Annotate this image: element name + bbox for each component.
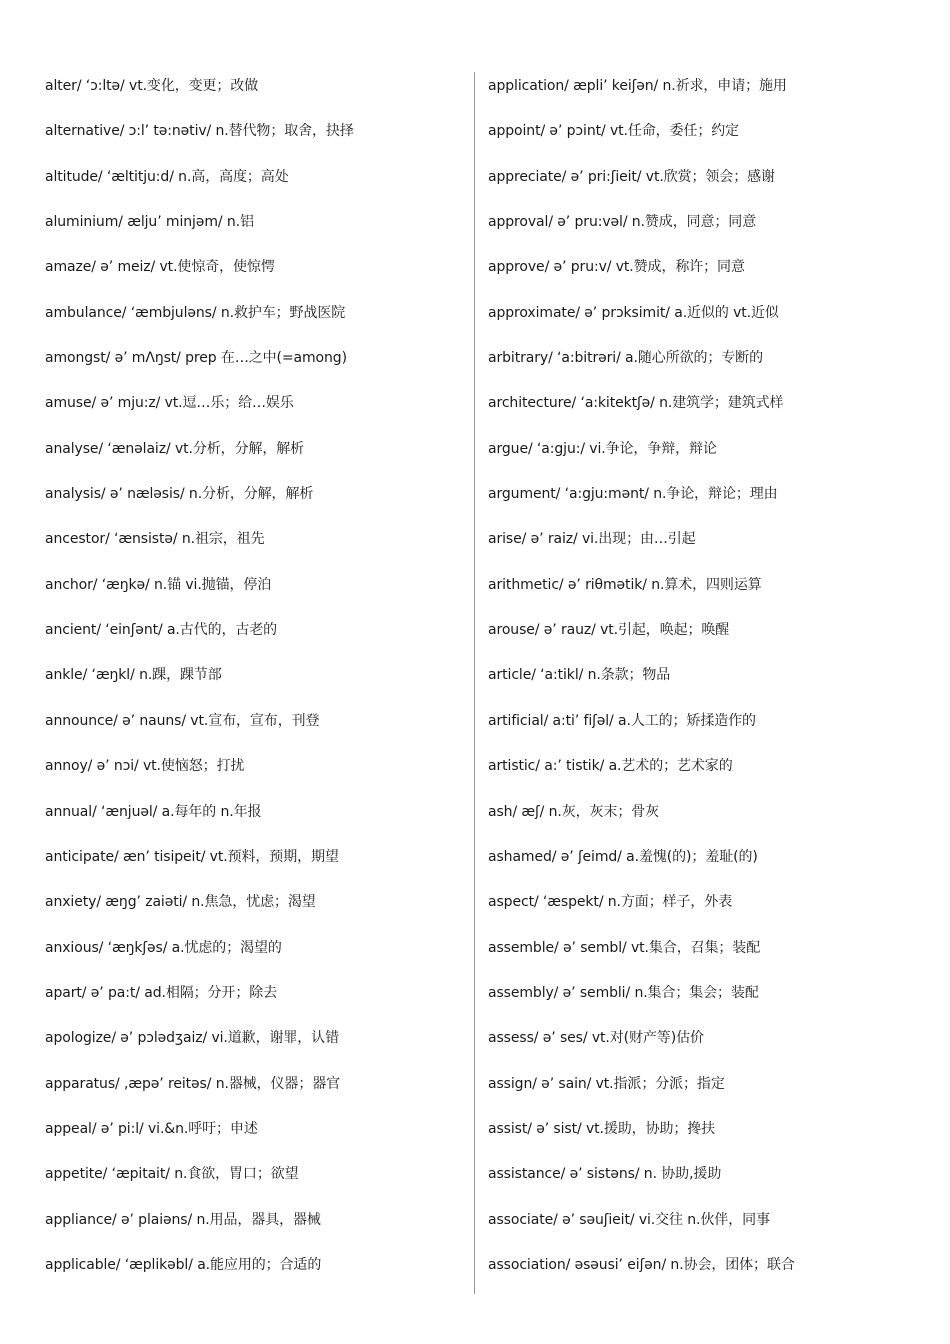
- vocab-entry: apart/ ə’ pa:t/ ad.相隔；分开；除去: [45, 984, 278, 1001]
- vocab-entry: amuse/ ə’ mju:z/ vt.逗…乐；给…娱乐: [45, 395, 294, 412]
- vocab-entry: announce/ ə’ nauns/ vt.宣布，宣布，刊登: [45, 712, 320, 729]
- column-divider: [474, 72, 475, 1294]
- vocab-entry: article/ ‘a:tikl/ n.条款；物品: [488, 667, 671, 684]
- vocab-entry: aluminium/ ælju’ minjəm/ n.铝: [45, 214, 254, 231]
- vocab-entry: assemble/ ə’ sembl/ vt.集合，召集；装配: [488, 939, 761, 956]
- vocab-entry: altitude/ ‘æltitju:d/ n.高，高度；高处: [45, 168, 289, 185]
- vocab-entry: assist/ ə’ sist/ vt.援助，协助；搀扶: [488, 1120, 716, 1137]
- vocab-entry: amaze/ ə’ meiz/ vt.使惊奇，使惊愕: [45, 259, 275, 276]
- vocab-entry: argue/ ‘a:gju:/ vi.争论，争辩，辩论: [488, 440, 717, 457]
- vocab-entry: artificial/ a:ti’ fiʃəl/ a.人工的；矫揉造作的: [488, 712, 756, 729]
- vocab-entry: ancestor/ ‘ænsistə/ n.祖宗，祖先: [45, 531, 265, 548]
- vocab-entry: ankle/ ‘æŋkl/ n.踝，踝节部: [45, 667, 222, 684]
- right-column: [488, 72, 928, 1296]
- vocab-entry: artistic/ a:’ tistik/ a.艺术的；艺术家的: [488, 758, 733, 775]
- vocab-entry: arise/ ə’ raiz/ vi.出现；由…引起: [488, 531, 696, 548]
- vocab-entry: arbitrary/ ‘a:bitrəri/ a.随心所欲的；专断的: [488, 350, 763, 367]
- vocab-entry: analysis/ ə’ næləsis/ n.分析，分解，解析: [45, 486, 314, 503]
- vocab-entry: approximate/ ə’ prɔksimit/ a.近似的 vt.近似: [488, 304, 779, 321]
- vocab-entry: assistance/ ə’ sistəns/ n. 协助,援助: [488, 1166, 722, 1183]
- vocab-entry: ash/ æʃ/ n.灰，灰末；骨灰: [488, 803, 660, 820]
- vocab-entry: arouse/ ə’ rauz/ vt.引起，唤起；唤醒: [488, 622, 730, 639]
- vocab-entry: approval/ ə’ pru:vəl/ n.赞成，同意；同意: [488, 214, 757, 231]
- vocab-entry: application/ æpli’ keiʃən/ n.祈求，申请；施用: [488, 78, 787, 94]
- vocab-entry: assembly/ ə’ sembli/ n.集合；集会；装配: [488, 984, 759, 1001]
- vocab-entry: appliance/ ə’ plaiəns/ n.用品，器具，器械: [45, 1211, 321, 1228]
- vocab-entry: annual/ ‘ænjuəl/ a.每年的 n.年报: [45, 803, 262, 820]
- vocab-entry: appeal/ ə’ pi:l/ vi.&n.呼吁；申述: [45, 1120, 258, 1137]
- vocab-entry: assign/ ə’ sain/ vt.指派；分派；指定: [488, 1075, 725, 1092]
- vocab-entry: apologize/ ə’ pɔlədʒaiz/ vi.道歉，谢罪，认错: [45, 1030, 339, 1047]
- vocab-entry: applicable/ ‘æplikəbl/ a.能应用的；合适的: [45, 1256, 322, 1273]
- vocab-entry: ambulance/ ‘æmbjuləns/ n.救护车；野战医院: [45, 304, 346, 321]
- vocab-entry: alternative/ ɔ:l’ tə:nətiv/ n.替代物；取舍，抉择: [45, 123, 354, 140]
- vocab-entry: alter/ ‘ɔ:ltə/ vt.变化，变更；改做: [45, 78, 259, 94]
- vocab-entry: analyse/ ‘ænəlaiz/ vt.分析，分解，解析: [45, 440, 305, 457]
- vocab-entry: ancient/ ‘einʃənt/ a.古代的，古老的: [45, 622, 278, 639]
- vocab-entry: associate/ ə’ səuʃieit/ vi.交往 n.伙伴，同事: [488, 1211, 770, 1228]
- vocab-entry: appreciate/ ə’ pri:ʃieit/ vt.欣赏；领会；感谢: [488, 168, 775, 185]
- vocab-entry: approve/ ə’ pru:v/ vt.赞成，称许；同意: [488, 259, 745, 276]
- vocab-entry: annoy/ ə’ nɔi/ vt.使恼怒；打扰: [45, 758, 245, 775]
- vocab-entry: apparatus/ ,æpə’ reitəs/ n.器械，仪器；器官: [45, 1075, 341, 1092]
- vocab-entry: anxiety/ æŋg’ zaiəti/ n.焦急，忧虑；渴望: [45, 894, 316, 911]
- vocab-entry: arithmetic/ ə’ riθmətik/ n.算术，四则运算: [488, 576, 762, 593]
- left-column: [45, 72, 460, 1296]
- vocab-entry: anchor/ ‘æŋkə/ n.锚 vi.抛锚，停泊: [45, 576, 272, 593]
- vocab-entry: argument/ ‘a:gju:mənt/ n.争论，辩论；理由: [488, 486, 778, 503]
- vocab-entry: aspect/ ‘æspekt/ n.方面；样子，外表: [488, 894, 733, 911]
- vocab-entry: assess/ ə’ ses/ vt.对(财产等)估价: [488, 1030, 704, 1047]
- vocab-entry: appetite/ ‘æpitait/ n.食欲，胃口；欲望: [45, 1166, 299, 1183]
- vocab-entry: ashamed/ ə’ ʃeimd/ a.羞愧(的)；羞耻(的): [488, 848, 758, 865]
- vocab-entry: association/ əsəusi’ eiʃən/ n.协会，团体；联合: [488, 1256, 795, 1273]
- vocab-entry: architecture/ ‘a:kitektʃə/ n.建筑学；建筑式样: [488, 395, 784, 412]
- vocab-entry: amongst/ ə’ mΛŋst/ prep 在…之中(=among): [45, 350, 347, 367]
- vocab-entry: anticipate/ æn’ tisipeit/ vt.预料，预期，期望: [45, 848, 339, 865]
- vocab-entry: appoint/ ə’ pɔint/ vt.任命，委任；约定: [488, 123, 740, 140]
- vocab-entry: anxious/ ‘æŋkʃəs/ a.忧虑的；渴望的: [45, 939, 282, 956]
